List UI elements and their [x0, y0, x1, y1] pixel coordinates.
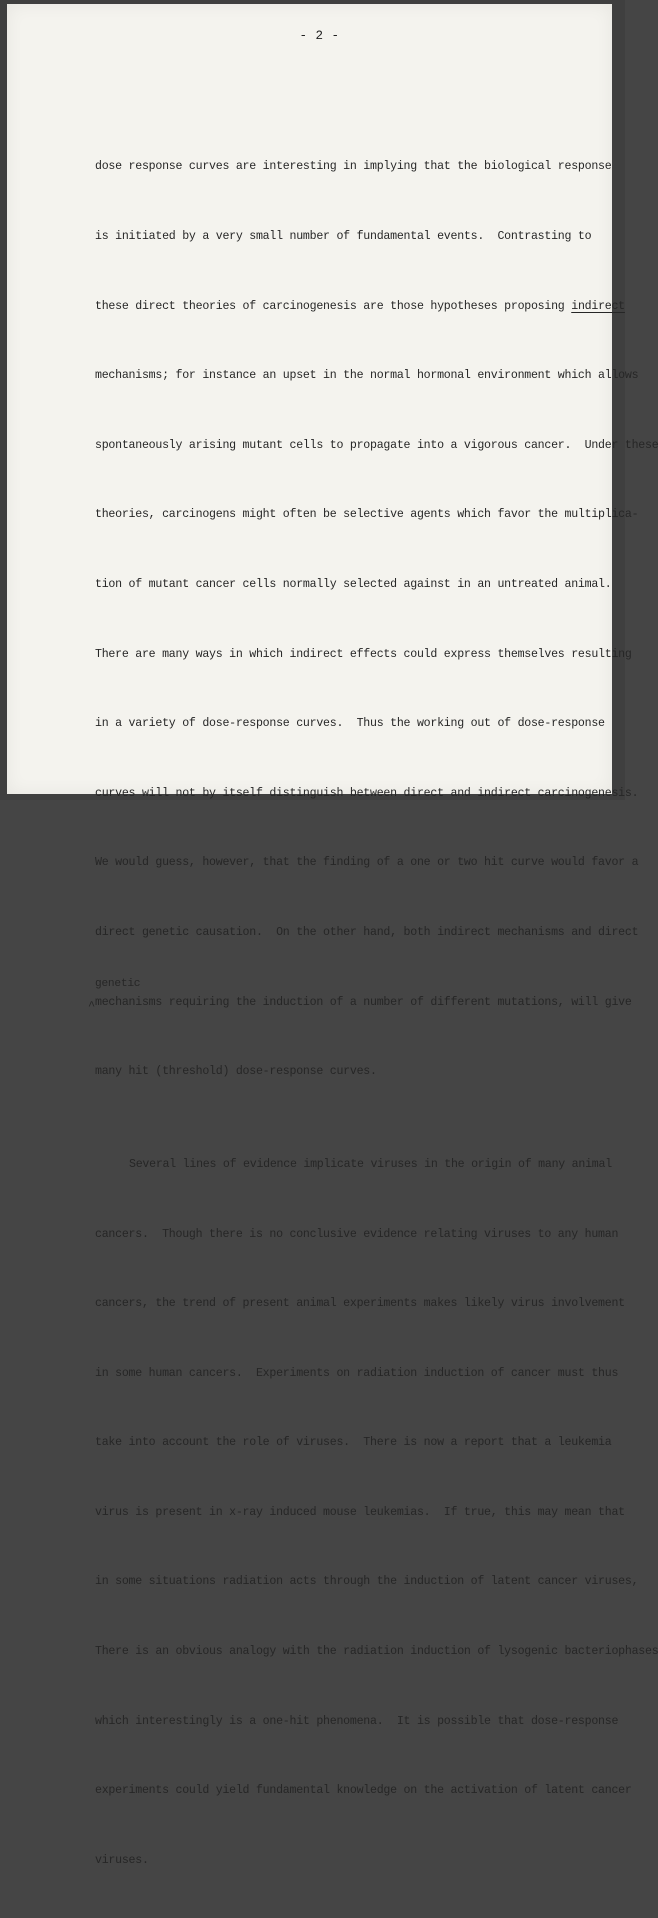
paragraph-1-line-2: is initiated by a very small number of fundamental events. Contrasting to [95, 230, 592, 243]
paragraph-2-line-8: There is an obvious analogy with the radiation induction of lysogenic bacteriophases [95, 1645, 658, 1659]
paragraph-1-line-4: mechanisms; for instance an upset in the normal hormonal environment which allows [95, 369, 639, 383]
handwritten-insertion: genetic [95, 977, 141, 990]
paragraph-1-line-14: many hit (threshold) dose-response curves. [95, 1065, 377, 1079]
paper-sheet [7, 4, 658, 1867]
paragraph-1-line-5: spontaneously arising mutant cells to propagate into a vigorous cancer. Under these [95, 438, 658, 452]
paragraph-2-line-10: experiments could yield fundamental knowledge on the activation of latent cancer [95, 1784, 632, 1798]
paragraph-2-line-1: Several lines of evidence implicate viruses in the origin of many animal [129, 1157, 612, 1171]
paragraph-1-line-1: dose response curves are interesting in implying that the biological response [95, 160, 612, 174]
typed-text-body [88, 109, 658, 1918]
paragraph-2-line-2: cancers. Though there is no conclusive evidence relating viruses to any human [95, 1227, 619, 1241]
paragraph-1-line-8: There are many ways in which indirect effects could express themselves resulting [95, 647, 632, 661]
paragraph-2-line-4: in some human cancers. Experiments on radiation induction of cancer must thus [95, 1366, 619, 1380]
paragraph-1-line-6: theories, carcinogens might often be selective agents which favor the multiplica- [95, 508, 639, 522]
paragraph-1-line-3 [95, 295, 625, 318]
paragraph-1-line-3-text: these direct theories of carcinogenesis are those hypotheses proposing [95, 299, 572, 313]
paragraph-2-line-3: cancers, the trend of present animal experiments makes likely virus involvement [95, 1297, 625, 1311]
paragraph-2-line-7: in some situations radiation acts through the induction of latent cancer viruses, [95, 1575, 639, 1589]
paragraph-1-line-11: We would guess, however, that the finding of a one or two hit curve would favor a [95, 856, 639, 870]
paragraph-1-line-10: curves will not by itself distinguish between direct and indirect carcinogenesis. [95, 786, 639, 800]
paragraph-1-line-13-text: mechanisms requiring the induction of a number of different mutations, will give [95, 995, 632, 1009]
paragraph-2-line-11: viruses. [95, 1853, 149, 1867]
page-number: - 2 - [299, 29, 340, 43]
paragraph-2-line-6: virus is present in x-ray induced mouse leukemias. If true, this may mean that [95, 1505, 625, 1519]
underlined-indirect: indirect [571, 299, 625, 313]
paragraph-1-line-9: in a variety of dose-response curves. Thus the working out of dose-response [95, 717, 605, 731]
paragraph-2-line-5: take into account the role of viruses. There is now a report that a leukemia [95, 1436, 612, 1450]
paragraph-1-line-12: direct genetic causation. On the other hand, both indirect mechanisms and direct [95, 925, 639, 939]
paragraph-1-line-13 [88, 977, 632, 1014]
insertion-caret: ^ [88, 998, 95, 1013]
paragraph-1-line-7: tion of mutant cancer cells normally selected against in an untreated animal. [95, 577, 612, 591]
paragraph-2-line-9: which interestingly is a one-hit phenomena. It is possible that dose-response [95, 1714, 619, 1728]
